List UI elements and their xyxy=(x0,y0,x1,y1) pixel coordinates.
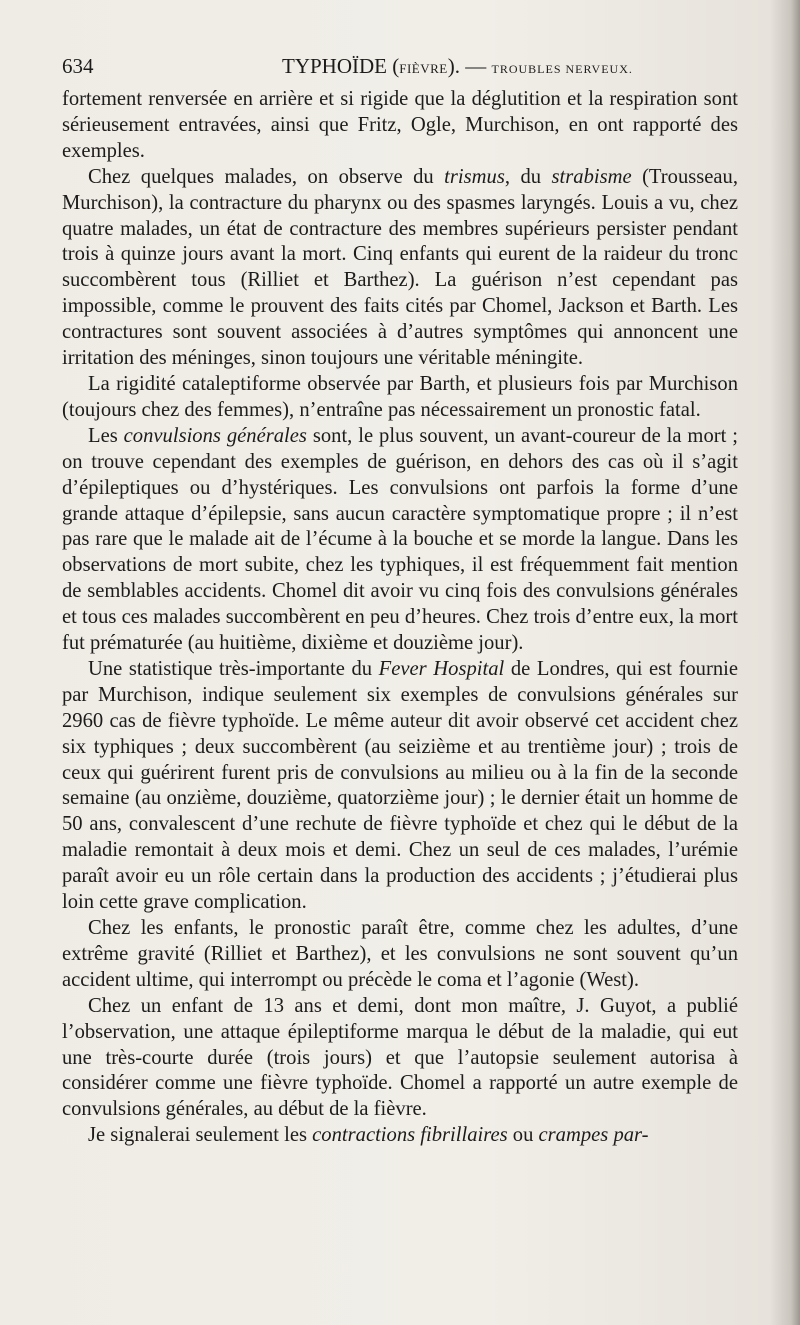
page-edge-shadow xyxy=(770,0,800,1325)
paragraph xyxy=(62,165,738,372)
paragraph xyxy=(62,657,738,916)
text-run: fortement renversée en arrière et si rigide que la déglutition et la respiration sont sérieusement entravées, ainsi que Fritz, Ogle, Murchison, en ont rapporté des exemples. xyxy=(62,88,738,162)
text-run: sont, le plus souvent, un avant-coureur de la mort ; on trouve cependant des exemples de guérison, en dehors des cas où il s’agit d’épileptiques ou d’hystériques. Les convulsions ont parfois la forme d’une grande attaque d’épilepsie, sans aucun caractère symptomatique propre ; il n’est pas rare que le malade ait de l’écume à la bouche et se morde la langue. Dans les observations de mort subite, chez les typhiques, il est fréquemment fait mention de semblables accidents. Chomel dit avoir vu cinq fois des convulsions générales et tous ces malades succombèrent en peu d’heures. Chez trois d’entre eux, la mort fut prématurée (au huitième, dixième et douzième jour). xyxy=(62,424,738,655)
text-run: , du xyxy=(504,165,552,188)
section-title: TROUBLES NERVEUX. xyxy=(491,62,633,76)
paragraph xyxy=(62,916,738,994)
text-run: Chez un enfant de 13 ans et demi, dont mon maître, J. Guyot, a publié l’observation, une attaque épileptiforme marqua le début de la maladie, qui eut une très-courte durée (trois jours) et que l’autopsie seulement autorisa à considérer comme une fièvre typhoïde. Chomel a rapporté un autre exemple de convulsions générales, au début de la fièvre. xyxy=(62,994,738,1121)
text-run: de Londres, qui est fournie par Murchison, indique seulement six exemples de convulsions générales sur 2960 cas de fièvre typhoïde. Le même auteur dit avoir observé cet accident chez six typhiques ; deux succombèrent (au seizième et au trentième jour) ; trois de ceux qui guérirent furent pris de convulsions au milieu ou à la fin de la seconde semaine (au onzième, douzième, quatorzième jour) ; le dernier était un homme de 50 ans, convalescent d’une rechute de fièvre typhoïde et chez qui le début de la maladie remontait à deux mois et demi. Chez un seul de ces malades, l’urémie paraît avoir eu un rôle certain dans la production des accidents ; j’étudierai plus loin cette grave complication. xyxy=(62,657,738,914)
paragraph xyxy=(62,372,738,424)
title-main: TYPHOÏDE ( xyxy=(282,54,400,78)
title-small: FIÈVRE xyxy=(399,61,448,76)
text-run: Chez les enfants, le pronostic paraît être, comme chez les adultes, d’une extrême gravité (Rilliet et Barthez), et les convulsions ne sont souvent qu’un accident ultime, qui interrompt ou précède le coma et l’agonie (West). xyxy=(62,917,738,991)
body-text xyxy=(62,87,738,1149)
text-run: Je signalerai seulement les xyxy=(88,1124,313,1147)
paragraph xyxy=(62,87,738,165)
text-run: Une statistique très-importante du xyxy=(88,657,379,680)
italic-run: Fever Hospital xyxy=(378,657,505,680)
italic-run: crampes par- xyxy=(538,1124,649,1147)
page-number: 634 xyxy=(62,54,94,78)
paragraph xyxy=(62,1123,738,1149)
paragraph xyxy=(62,424,738,657)
text-run: La rigidité cataleptiforme observée par Barth, et plusieurs fois par Murchison (toujours chez des femmes), n’entraîne pas nécessairement un pronostic fatal. xyxy=(62,372,738,421)
text-run: Chez quelques malades, on observe du xyxy=(88,165,445,188)
running-title xyxy=(282,54,633,79)
italic-run: trismus xyxy=(444,165,505,188)
text-run: (Trousseau, Murchison), la contracture du pharynx ou des spasmes laryngés. Louis a vu, chez quatre malades, un état de contracture des membres supérieurs persister pendant trois à quinze jours avant la mort. Cinq enfants qui eurent de la raideur du tronc succombèrent tous (Rilliet et Barthez). La guérison n’est cependant pas impossible, comme le prouvent des faits cités par Chomel, Jackson et Barth. Les contractures sont souvent associées à d’autres symptômes qui annoncent une irritation des méninges, sinon toujours une véritable méningite. xyxy=(62,165,738,370)
title-end: ). — xyxy=(447,54,492,78)
running-header xyxy=(62,54,738,84)
italic-run: contractions fibrillaires xyxy=(312,1124,508,1147)
paragraph xyxy=(62,994,738,1124)
text-run: Les xyxy=(88,424,124,447)
italic-run: convulsions générales xyxy=(123,424,307,447)
text-run: ou xyxy=(507,1124,539,1147)
italic-run: strabisme xyxy=(551,165,632,188)
